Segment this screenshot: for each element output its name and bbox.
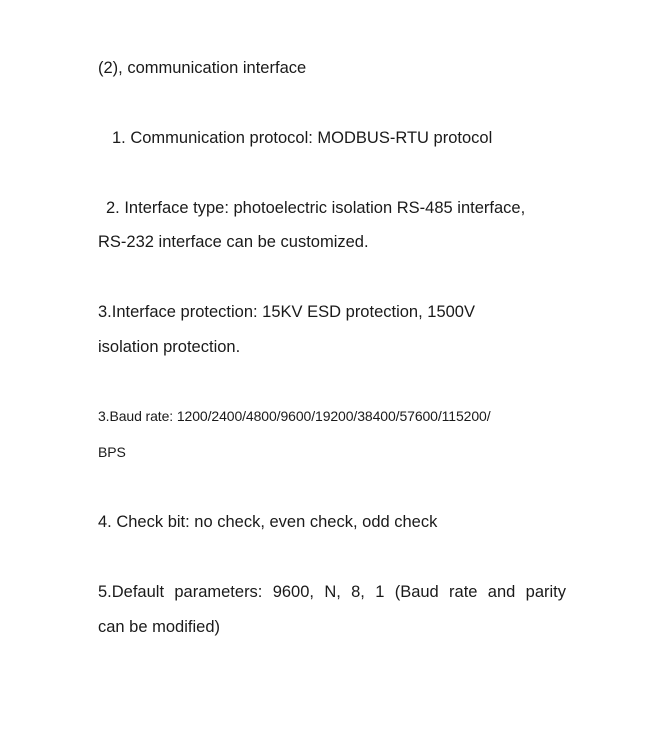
- protocol-item: 1. Communication protocol: MODBUS-RTU protocol: [112, 129, 493, 147]
- protection-item-line2: isolation protection.: [98, 338, 241, 356]
- interface-type-item-line1: 2. Interface type: photoelectric isolation RS-485 interface,: [106, 199, 526, 217]
- baud-rate-item-line1: 3.Baud rate: 1200/2400/4800/9600/19200/38400/57600/115200/: [98, 408, 491, 424]
- section-heading: (2), communication interface: [98, 59, 307, 77]
- baud-rate-item-line2: BPS: [98, 444, 126, 460]
- default-parameters-item-line1: 5.Default parameters: 9600, N, 8, 1 (Baud rate and parity: [98, 583, 566, 601]
- protection-item-line1: 3.Interface protection: 15KV ESD protection, 1500V: [98, 303, 475, 321]
- check-bit-item: 4. Check bit: no check, even check, odd check: [98, 513, 438, 531]
- interface-type-item-line2: RS-232 interface can be customized.: [98, 233, 369, 251]
- default-parameters-item-line2: can be modified): [98, 618, 220, 636]
